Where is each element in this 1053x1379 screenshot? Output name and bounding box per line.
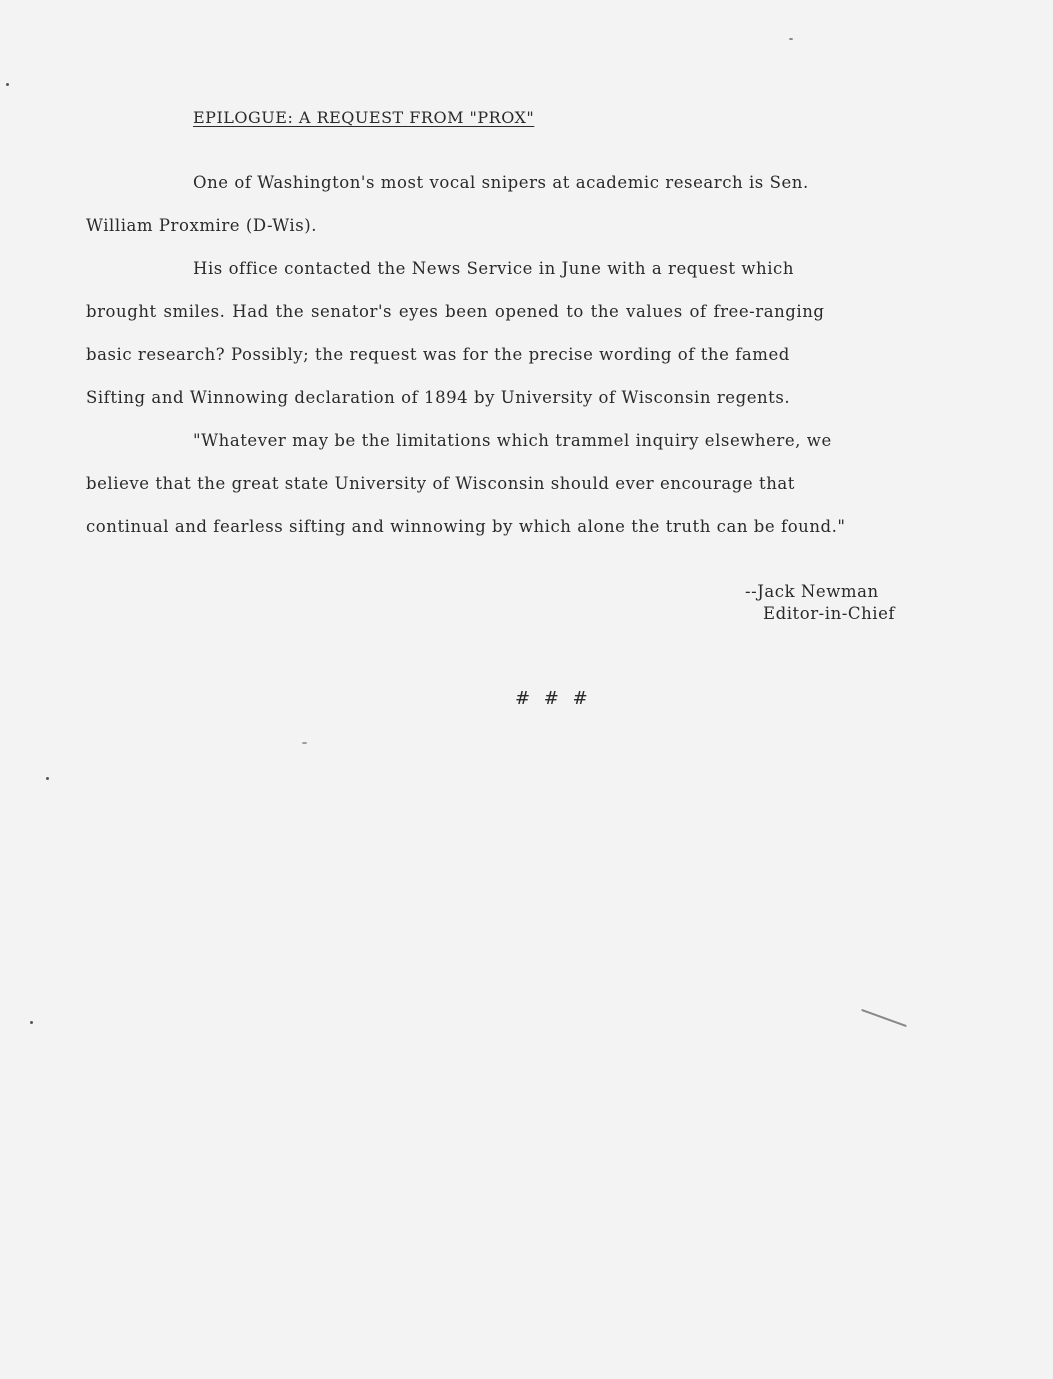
paragraph-2-line-1: His office contacted the News Service in June with a request which [193,259,795,278]
scan-mark [861,1009,907,1027]
paragraph-3-line-1: "Whatever may be the limitations which trammel inquiry elsewhere, we [193,431,832,450]
paragraph-1-line-1: One of Washington's most vocal snipers at academic research is Sen. [193,173,809,192]
paragraph-2-line-2: brought smiles. Had the senator's eyes been opened to the values of free-ranging [86,302,825,321]
paragraph-3-line-3: continual and fearless sifting and winnowing by which alone the truth can be found." [86,517,846,536]
scan-speck [789,38,793,40]
paragraph-3-line-2: believe that the great state University of Wisconsin should ever encourage that [86,474,795,493]
scan-speck [302,742,307,744]
document-title: EPILOGUE: A REQUEST FROM "PROX" [193,108,535,127]
paragraph-2-line-4: Sifting and Winnowing declaration of 1894 by University of Wisconsin regents. [86,388,791,407]
paragraph-1-line-2: William Proxmire (D-Wis). [86,216,318,235]
signature-role: Editor-in-Chief [763,604,896,623]
paragraph-2-line-3: basic research? Possibly; the request was for the precise wording of the famed [86,345,790,364]
end-mark: # # # [515,688,592,709]
scan-speck [46,777,49,780]
signature-name: --Jack Newman [745,582,879,601]
scan-speck [6,83,9,86]
scan-speck [30,1021,33,1024]
